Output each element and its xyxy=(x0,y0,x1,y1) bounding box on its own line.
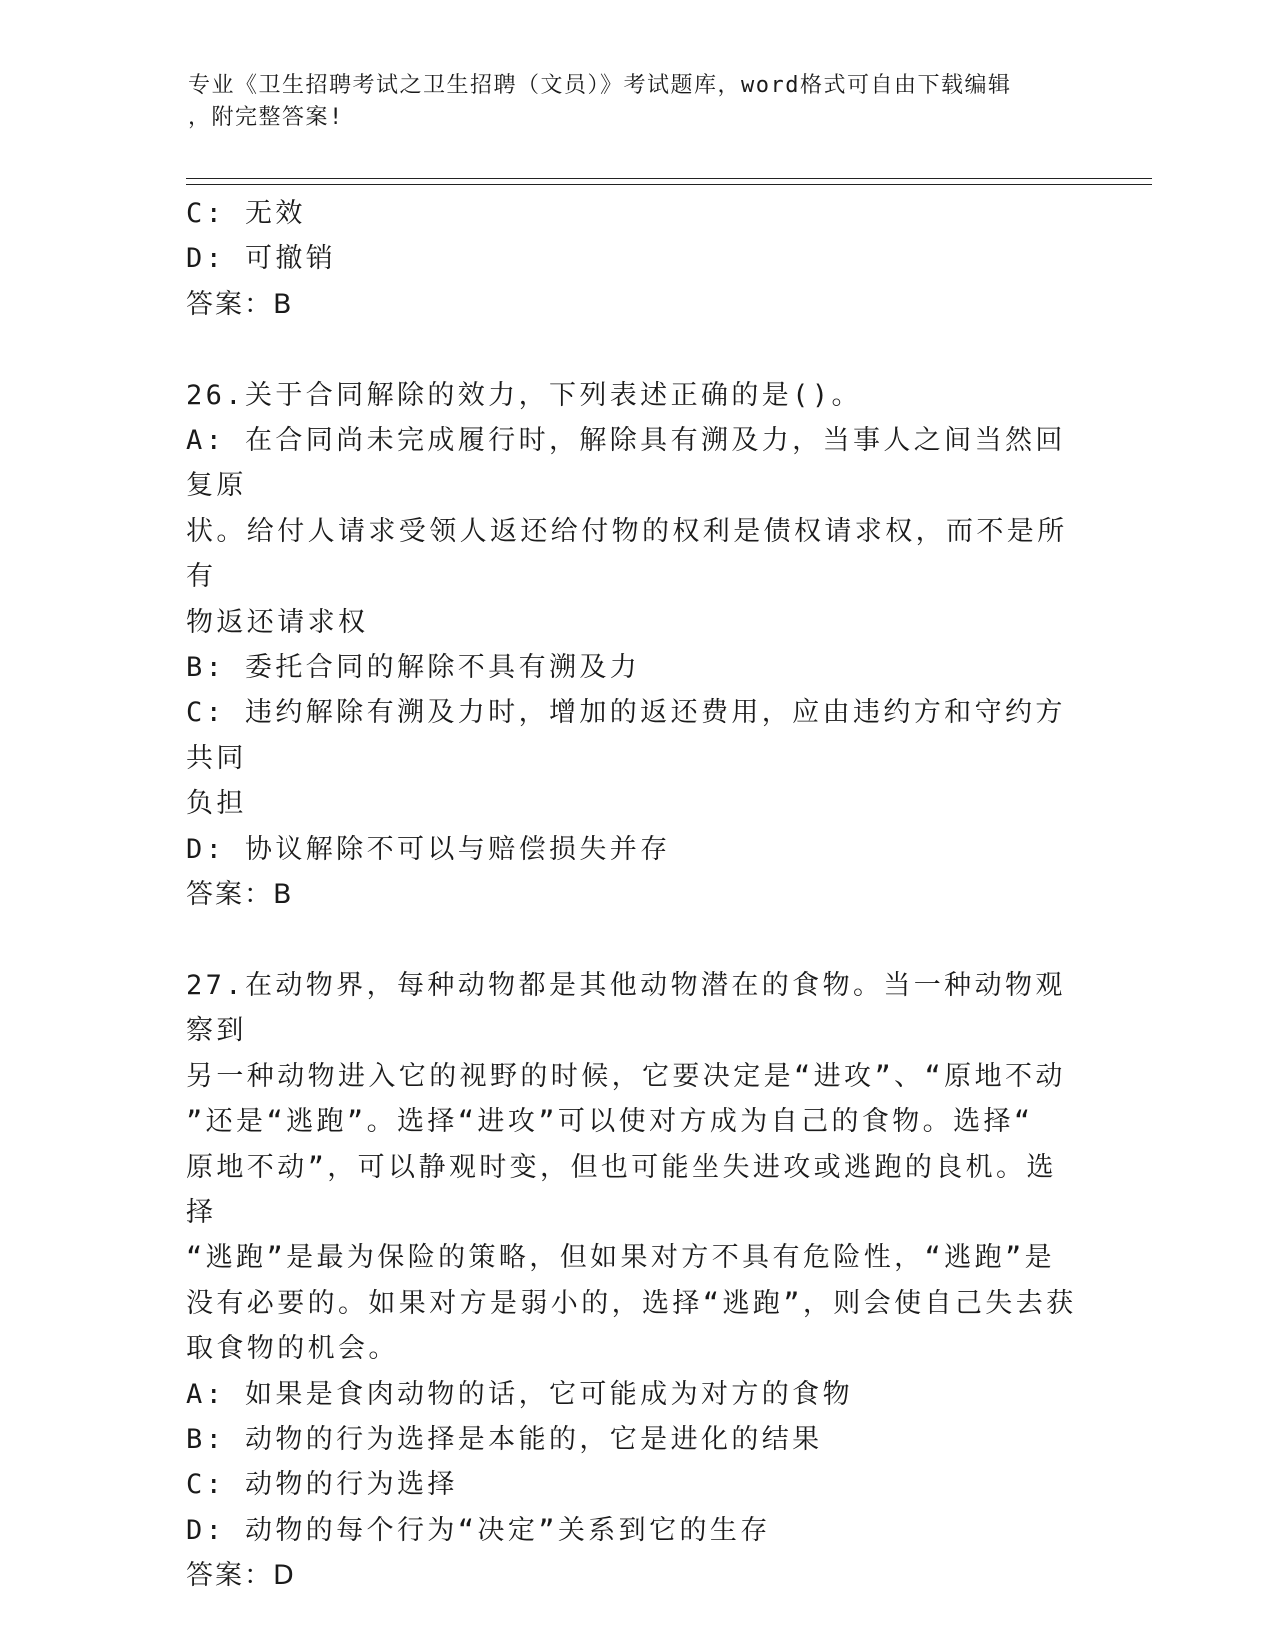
q27-option-a: A: 如果是食肉动物的话，它可能成为对方的食物 xyxy=(186,1378,853,1410)
q27-stem-line-2: 另一种动物进入它的视野的时候，它要决定是“进攻”、“原地不动 xyxy=(186,1060,1066,1092)
prev-option-d: D: 可撤销 xyxy=(186,243,337,275)
q26-option-c-line-2: 负担 xyxy=(186,788,247,820)
q27-stem-line-5: “逃跑”是最为保险的策略，但如果对方不具有危险性，“逃跑”是 xyxy=(186,1242,1056,1274)
q26-option-a-line-3: 物返还请求权 xyxy=(186,606,369,638)
q26-option-a-line-2: 状。给付人请求受领人返还给付物的权利是债权请求权，而不是所有 xyxy=(186,515,1068,593)
header-rule-top xyxy=(186,178,1152,179)
q27-answer: 答案：D xyxy=(186,1560,296,1592)
header-title-line-2: ，附完整答案! xyxy=(188,105,344,130)
q27-stem-line-6: 没有必要的。如果对方是弱小的，选择“逃跑”，则会使自己失去获 xyxy=(186,1287,1077,1319)
q26-stem: 26.关于合同解除的效力，下列表述正确的是()。 xyxy=(186,379,862,411)
q26-option-a-line-1: A: 在合同尚未完成履行时，解除具有溯及力，当事人之间当然回复原 xyxy=(186,425,1066,502)
document-header xyxy=(188,70,1088,134)
q27-stem-line-1: 27.在动物界，每种动物都是其他动物潜在的食物。当一种动物观察到 xyxy=(186,969,1066,1047)
document-body xyxy=(186,191,1086,1599)
q26-option-b: B: 委托合同的解除不具有溯及力 xyxy=(186,652,641,684)
q26-option-d: D: 协议解除不可以与赔偿损失并存 xyxy=(186,833,671,865)
spacer xyxy=(186,327,1086,372)
q27-stem-line-3: ”还是“逃跑”。选择“进攻”可以使对方成为自己的食物。选择“ xyxy=(186,1106,1034,1138)
prev-answer: 答案：B xyxy=(186,288,294,320)
q27-option-c: C: 动物的行为选择 xyxy=(186,1469,458,1501)
q27-option-d: D: 动物的每个行为“决定”关系到它的生存 xyxy=(186,1514,771,1546)
spacer xyxy=(186,917,1086,962)
header-rule-bottom xyxy=(186,184,1152,185)
q27-option-b: B: 动物的行为选择是本能的，它是进化的结果 xyxy=(186,1423,823,1455)
q27-stem-line-7: 取食物的机会。 xyxy=(186,1333,399,1365)
q27-stem-line-4: 原地不动”，可以静观时变，但也可能坐失进攻或逃跑的良机。选择 xyxy=(186,1151,1057,1228)
q26-option-c-line-1: C: 违约解除有溯及力时，增加的返还费用，应由违约方和守约方共同 xyxy=(186,697,1066,774)
prev-option-c: C: 无效 xyxy=(186,198,306,229)
header-title-line-1: 专业《卫生招聘考试之卫生招聘（文员）》考试题库，word格式可自由下载编辑 xyxy=(188,73,1012,98)
q26-answer: 答案：B xyxy=(186,879,294,911)
